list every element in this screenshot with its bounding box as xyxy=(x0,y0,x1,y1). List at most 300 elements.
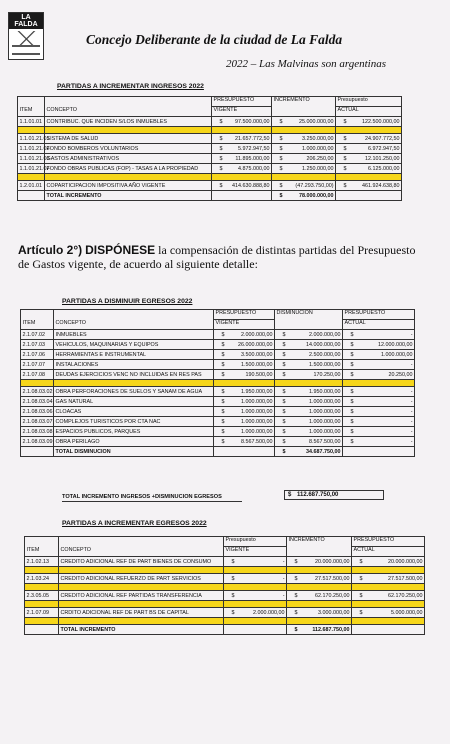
row-actual-value: 5.000.000,00 xyxy=(391,609,423,616)
row-inc xyxy=(287,574,352,584)
highlight-cell xyxy=(275,380,343,387)
row-item: 1.1.01.21.03 xyxy=(19,155,50,162)
row-actual xyxy=(352,591,425,601)
highlight-cell xyxy=(352,567,425,574)
row-dis xyxy=(275,397,343,407)
combined-total-underline xyxy=(62,501,242,502)
highlight-cell xyxy=(212,174,272,181)
row-inc xyxy=(287,591,352,601)
row-actual-value: 12.101.250,00 xyxy=(365,155,400,162)
currency-sign: $ xyxy=(219,165,223,172)
header-vigente-2: VIGENTE xyxy=(212,107,272,117)
row-vigente xyxy=(212,154,272,164)
header-actual-1: PRESUPUESTO xyxy=(352,537,425,547)
currency-sign: $ xyxy=(221,438,225,445)
row-actual-value: - xyxy=(410,438,413,445)
currency-sign: $ xyxy=(282,361,286,368)
row-item: 2.1.02.13 xyxy=(25,557,59,567)
row-vigente xyxy=(214,387,275,397)
row-actual xyxy=(343,407,415,417)
row-vigente-value: 2.000.000,00 xyxy=(253,609,285,616)
row-concepto: OBRA PERFORACIONES DE SUELOS Y SANAM DE AGUA xyxy=(54,387,214,397)
row-actual xyxy=(336,117,402,127)
table-row xyxy=(25,574,425,584)
header-row xyxy=(25,547,425,557)
currency-sign: $ xyxy=(282,371,286,378)
article-keyword: DISPÓNESE xyxy=(85,243,156,257)
currency-sign: $ xyxy=(219,135,223,142)
row-vigente-value: - xyxy=(282,592,285,599)
row-concepto: CRDITO ADICIONAL REF DE PART BS DE CAPITAL xyxy=(59,608,224,618)
row-dis xyxy=(275,407,343,417)
row-vigente-value: 1.000.000,00 xyxy=(241,428,273,435)
row-actual-value: - xyxy=(410,408,413,415)
row-item: 2.1.07.03 xyxy=(21,340,54,350)
row-actual-value: 1.000.000,00 xyxy=(381,351,413,358)
header-item-blank xyxy=(18,97,45,107)
currency-sign: $ xyxy=(282,341,286,348)
row-actual xyxy=(336,164,402,174)
currency-sign: $ xyxy=(279,182,283,189)
header-concepto: CONCEPTO xyxy=(59,547,224,557)
highlight-cell xyxy=(272,127,336,134)
highlight-cell xyxy=(45,174,212,181)
row-vigente-value: - xyxy=(282,558,285,565)
highlight-cell xyxy=(224,618,287,625)
t3-title: PARTIDAS A INCREMENTAR EGRESOS 2022 xyxy=(62,520,207,527)
row-item: 2.1.07.07 xyxy=(21,360,54,370)
row-vigente xyxy=(212,181,272,191)
highlight-cell xyxy=(25,601,59,608)
currency-sign: $ xyxy=(279,165,283,172)
row-inc xyxy=(272,144,336,154)
highlight-row xyxy=(18,174,402,181)
currency-sign: $ xyxy=(350,331,354,338)
row-inc xyxy=(272,164,336,174)
row-item: 2.1.03.24 xyxy=(25,574,59,584)
row-dis-value: 170.250,00 xyxy=(313,371,341,378)
row-actual-value: 12.000.000,00 xyxy=(378,341,413,348)
total-row xyxy=(25,625,425,635)
row-vigente xyxy=(214,360,275,370)
total-blank xyxy=(224,625,287,635)
highlight-row xyxy=(18,127,402,134)
expense-increase-table xyxy=(24,536,425,635)
logo-text: LA FALDA xyxy=(9,13,43,29)
row-item: 2.1.08.03.06 xyxy=(22,408,53,415)
row-vigente-value: 190.500,00 xyxy=(245,371,273,378)
currency-sign: $ xyxy=(221,418,225,425)
article-2-text xyxy=(18,243,416,271)
header-actual-1: PRESUPUESTO xyxy=(343,310,415,320)
highlight-cell xyxy=(18,174,45,181)
row-dis xyxy=(275,350,343,360)
currency-sign: $ xyxy=(221,351,225,358)
header-row xyxy=(21,320,415,330)
table-row xyxy=(18,154,402,164)
highlight-cell xyxy=(25,567,59,574)
currency-sign: $ xyxy=(231,575,235,582)
currency-sign: $ xyxy=(231,592,235,599)
row-inc-value: 1.250.000,00 xyxy=(302,165,334,172)
currency-sign: $ xyxy=(221,388,225,395)
row-actual xyxy=(343,387,415,397)
highlight-cell xyxy=(272,174,336,181)
row-dis-value: 2.500.000,00 xyxy=(309,351,341,358)
currency-sign: $ xyxy=(221,331,225,338)
total-blank xyxy=(18,191,45,201)
row-actual-value: 461.924.638,80 xyxy=(362,182,400,189)
row-item: 2.1.08.03.09 xyxy=(22,438,53,445)
header-mid: INCREMENTO xyxy=(272,97,336,117)
row-actual xyxy=(352,574,425,584)
row-vigente-value: 8.567.500,00 xyxy=(241,438,273,445)
table-row xyxy=(21,397,415,407)
header-row xyxy=(25,537,425,547)
header-vigente-1: PRESUPUESTO xyxy=(212,97,272,107)
currency-sign: $ xyxy=(350,351,354,358)
row-vigente xyxy=(224,608,287,618)
row-vigente xyxy=(224,591,287,601)
row-actual xyxy=(336,181,402,191)
currency-sign: $ xyxy=(343,155,347,162)
municipal-logo xyxy=(8,12,44,60)
highlight-cell xyxy=(352,584,425,591)
row-inc-value: 3.000.000,00 xyxy=(318,609,350,616)
currency-sign: $ xyxy=(350,428,354,435)
currency-sign: $ xyxy=(359,558,363,565)
currency-sign: $ xyxy=(219,145,223,152)
row-dis-value: 1.000.000,00 xyxy=(309,408,341,415)
row-dis-value: 14.000.000,00 xyxy=(306,341,341,348)
currency-sign: $ xyxy=(279,145,283,152)
highlight-row xyxy=(25,584,425,591)
table-row xyxy=(21,350,415,360)
currency-sign: $ xyxy=(343,145,347,152)
row-actual-value: 6.125.000,00 xyxy=(368,165,400,172)
currency-sign: $ xyxy=(221,408,225,415)
highlight-cell xyxy=(287,618,352,625)
row-vigente-value: - xyxy=(282,575,285,582)
currency-sign: $ xyxy=(359,609,363,616)
total-blank xyxy=(336,191,402,201)
currency-sign: $ xyxy=(282,448,286,455)
highlight-cell xyxy=(287,567,352,574)
currency-sign: $ xyxy=(219,182,223,189)
row-inc xyxy=(272,154,336,164)
row-concepto: CREDITO ADICIONAL REF DE PART BIENES DE CONSUMO xyxy=(59,557,224,567)
header-actual-2: ACTUAL xyxy=(352,547,425,557)
row-actual xyxy=(343,370,415,380)
table-row xyxy=(25,591,425,601)
table-row xyxy=(18,144,402,154)
table-row xyxy=(18,181,402,191)
row-actual xyxy=(336,144,402,154)
currency-sign: $ xyxy=(343,135,347,142)
currency-sign: $ xyxy=(279,155,283,162)
row-vigente xyxy=(214,417,275,427)
header-concepto-blank xyxy=(59,537,224,547)
row-concepto: CREDITO ADICIONAL REFUERZO DE PART SERVICIOS xyxy=(59,574,224,584)
row-dis-value: 8.567.500,00 xyxy=(309,438,341,445)
currency-sign: $ xyxy=(282,408,286,415)
table-row xyxy=(18,164,402,174)
currency-sign: $ xyxy=(221,371,225,378)
row-dis xyxy=(275,360,343,370)
header-item: ITEM xyxy=(25,547,59,557)
total-row xyxy=(21,447,415,457)
total-blank xyxy=(343,447,415,457)
row-concepto: SISTEMA DE SALUD xyxy=(45,134,212,144)
table-row xyxy=(21,340,415,350)
row-vigente xyxy=(214,370,275,380)
highlight-cell xyxy=(336,174,402,181)
row-actual xyxy=(343,330,415,340)
currency-sign: $ xyxy=(282,398,286,405)
total-value xyxy=(287,625,352,635)
row-item: 1.2.01.01 xyxy=(18,181,45,191)
row-item: 2.1.08.03.07 xyxy=(22,418,53,425)
row-vigente xyxy=(224,557,287,567)
row-vigente-value: 26.000.000,00 xyxy=(238,341,273,348)
header-vigente-1: PRESUPUESTO xyxy=(214,310,275,320)
article-lead: Artículo 2°) xyxy=(18,243,83,257)
header-concepto: CONCEPTO xyxy=(45,107,212,117)
highlight-cell xyxy=(352,601,425,608)
row-inc-value: 1.000.000,00 xyxy=(302,145,334,152)
row-concepto: OBRA PERILAGO xyxy=(54,437,214,447)
currency-sign: $ xyxy=(350,438,354,445)
currency-sign: $ xyxy=(350,361,354,368)
row-inc-value: 62.170.250,00 xyxy=(315,592,350,599)
expense-decrease-table xyxy=(20,309,415,457)
document-title: Concejo Deliberante de la ciudad de La Falda xyxy=(86,32,343,47)
row-actual xyxy=(343,397,415,407)
row-item: 2.1.07.02 xyxy=(21,330,54,340)
row-inc xyxy=(287,608,352,618)
currency-sign: $ xyxy=(294,592,298,599)
row-actual xyxy=(336,154,402,164)
total-blank xyxy=(214,447,275,457)
row-actual-value: - xyxy=(410,331,413,338)
row-concepto: INSTALACIONES xyxy=(54,360,214,370)
currency-sign: $ xyxy=(279,135,283,142)
row-dis xyxy=(275,370,343,380)
highlight-cell xyxy=(224,567,287,574)
row-dis xyxy=(275,437,343,447)
header-vigente-1: Presupuesto xyxy=(224,537,287,547)
highlight-row xyxy=(25,567,425,574)
total-blank xyxy=(352,625,425,635)
highlight-cell xyxy=(59,618,224,625)
total-value xyxy=(272,191,336,201)
row-vigente-value: 1.000.000,00 xyxy=(241,408,273,415)
currency-sign: $ xyxy=(350,341,354,348)
row-concepto: FONDO BOMBEROS VOLUNTARIOS xyxy=(45,144,212,154)
row-inc-value: 27.517.500,00 xyxy=(315,575,350,582)
currency-sign: $ xyxy=(359,575,363,582)
row-dis xyxy=(275,330,343,340)
row-vigente xyxy=(212,134,272,144)
row-actual xyxy=(343,360,415,370)
header-concepto-blank xyxy=(45,97,212,107)
row-vigente xyxy=(214,427,275,437)
currency-sign: $ xyxy=(350,388,354,395)
row-dis xyxy=(275,417,343,427)
table-row xyxy=(21,407,415,417)
row-actual-value: 24.907.772,50 xyxy=(365,135,400,142)
row-item: 2.1.08.03.08 xyxy=(22,428,53,435)
row-concepto: HERRAMIENTAS E INSTRUMENTAL xyxy=(54,350,214,360)
row-vigente-value: 2.000.000,00 xyxy=(241,331,273,338)
row-item: 1.1.01.01 xyxy=(18,117,45,127)
header-actual-2: ACTUAL xyxy=(336,107,402,117)
currency-sign: $ xyxy=(221,361,225,368)
row-item: 1.1.01.21.07 xyxy=(19,165,50,172)
total-label: TOTAL INCREMENTO xyxy=(45,191,212,201)
row-concepto: COPARTICIPACION IMPOSITIVA AÑO VIGENTE xyxy=(45,181,212,191)
table-row xyxy=(21,427,415,437)
header-item-blank xyxy=(25,537,59,547)
row-vigente-value: 1.950.000,00 xyxy=(241,388,273,395)
row-concepto: CREDITO ADICIONAL REF PARTIDAS TRANSFERENCIA xyxy=(59,591,224,601)
row-vigente-value: 11.895.000,00 xyxy=(235,155,270,162)
row-vigente xyxy=(214,407,275,417)
currency-sign: $ xyxy=(282,438,286,445)
row-actual xyxy=(343,417,415,427)
highlight-cell xyxy=(54,380,214,387)
row-concepto: DEUDAS EJERCICIOS VENC NO INCLUIDAS EN RES PAS xyxy=(54,370,214,380)
currency-sign: $ xyxy=(282,428,286,435)
header-concepto: CONCEPTO xyxy=(54,320,214,330)
row-vigente xyxy=(214,340,275,350)
row-concepto: ESPACIOS PUBLICOS, PARQUES xyxy=(54,427,214,437)
highlight-row xyxy=(25,601,425,608)
currency-sign: $ xyxy=(231,558,235,565)
table-row xyxy=(21,387,415,397)
row-item: 2.1.07.09 xyxy=(25,608,59,618)
total-value-value: 34.687.750,00 xyxy=(306,448,341,455)
income-increase-table xyxy=(17,96,402,201)
row-actual-value: 20.250,00 xyxy=(388,371,413,378)
currency-sign: $ xyxy=(294,626,298,633)
currency-sign: $ xyxy=(350,418,354,425)
row-actual-value: 6.972.947,50 xyxy=(368,145,400,152)
currency-sign: $ xyxy=(350,371,354,378)
row-item: 2.1.07.06 xyxy=(21,350,54,360)
currency-sign: $ xyxy=(343,182,347,189)
highlight-cell xyxy=(352,618,425,625)
highlight-row xyxy=(25,618,425,625)
row-dis xyxy=(275,387,343,397)
highlight-cell xyxy=(336,127,402,134)
total-label: TOTAL INCREMENTO xyxy=(59,625,224,635)
row-vigente xyxy=(214,397,275,407)
currency-sign: $ xyxy=(350,398,354,405)
row-inc xyxy=(272,134,336,144)
row-vigente xyxy=(224,574,287,584)
currency-sign: $ xyxy=(282,418,286,425)
currency-sign: $ xyxy=(221,341,225,348)
currency-sign: $ xyxy=(343,118,347,125)
row-actual-value: 122.500.000,00 xyxy=(362,118,400,125)
highlight-row xyxy=(21,380,415,387)
logo-waves xyxy=(12,45,40,55)
highlight-cell xyxy=(214,380,275,387)
row-concepto: CONTRIBUC. QUE INCIDEN S/LOS INMUEBLES xyxy=(45,117,212,127)
row-concepto: COMPLEJOS TURISTICOS POR CTA NAC xyxy=(54,417,214,427)
table-row xyxy=(25,557,425,567)
total-blank xyxy=(25,625,59,635)
row-actual xyxy=(343,437,415,447)
header-mid: INCREMENTO xyxy=(287,537,352,557)
total-blank xyxy=(21,447,54,457)
currency-sign: $ xyxy=(282,388,286,395)
header-row xyxy=(18,97,402,107)
row-actual xyxy=(343,340,415,350)
header-item-blank xyxy=(21,310,54,320)
currency-sign: $ xyxy=(282,331,286,338)
row-actual-value: - xyxy=(410,361,413,368)
row-inc-value: 206.250,00 xyxy=(306,155,334,162)
row-dis-value: 1.000.000,00 xyxy=(309,398,341,405)
table-row xyxy=(21,437,415,447)
highlight-cell xyxy=(18,127,45,134)
row-dis-value: 1.000.000,00 xyxy=(309,418,341,425)
row-concepto: VEHICULOS, MAQUINARIAS Y EQUIPOS xyxy=(54,340,214,350)
row-vigente-value: 1.000.000,00 xyxy=(241,398,273,405)
table-row xyxy=(18,117,402,127)
row-item: 2.1.07.08 xyxy=(21,370,54,380)
row-dis xyxy=(275,340,343,350)
row-vigente-value: 3.500.000,00 xyxy=(241,351,273,358)
highlight-cell xyxy=(212,127,272,134)
row-vigente xyxy=(212,164,272,174)
t2-title: PARTIDAS A DISMINUIR EGRESOS 2022 xyxy=(62,298,193,305)
row-actual-value: - xyxy=(410,398,413,405)
t1-title: PARTIDAS A INCREMENTAR INGRESOS 2022 xyxy=(57,83,204,90)
row-item: 2.1.08.03.04 xyxy=(22,398,53,405)
row-actual xyxy=(343,350,415,360)
row-actual-value: 27.517.500,00 xyxy=(388,575,423,582)
highlight-cell xyxy=(25,618,59,625)
row-actual-value: - xyxy=(410,428,413,435)
row-vigente-value: 414.630.888,80 xyxy=(232,182,270,189)
row-actual-value: - xyxy=(410,388,413,395)
total-value-value: 112.687.750,00 xyxy=(312,626,350,633)
row-actual-value: - xyxy=(410,418,413,425)
highlight-cell xyxy=(343,380,415,387)
highlight-cell xyxy=(59,567,224,574)
row-concepto: GASTOS ADMINISTRATIVOS xyxy=(45,154,212,164)
document-subtitle: 2022 – Las Malvinas son argentinas xyxy=(226,58,387,70)
row-actual-value: 62.170.250,00 xyxy=(388,592,423,599)
header-actual-2: ACTUAL xyxy=(343,320,415,330)
header-vigente-2: VIGENTE xyxy=(214,320,275,330)
currency-sign: $ xyxy=(294,609,298,616)
currency-sign: $ xyxy=(221,398,225,405)
row-inc xyxy=(272,181,336,191)
currency-sign: $ xyxy=(343,165,347,172)
currency-sign: $ xyxy=(359,592,363,599)
row-vigente xyxy=(214,437,275,447)
currency-sign: $ xyxy=(282,351,286,358)
row-inc-value: 25.000.000,00 xyxy=(299,118,334,125)
header-item: ITEM xyxy=(21,320,54,330)
row-dis-value: 1.000.000,00 xyxy=(309,428,341,435)
highlight-cell xyxy=(287,584,352,591)
article-body: la compensación de distintas partidas del Presupuesto de Gastos vigente, de acuerdo al siguiente detalle: xyxy=(18,243,416,271)
